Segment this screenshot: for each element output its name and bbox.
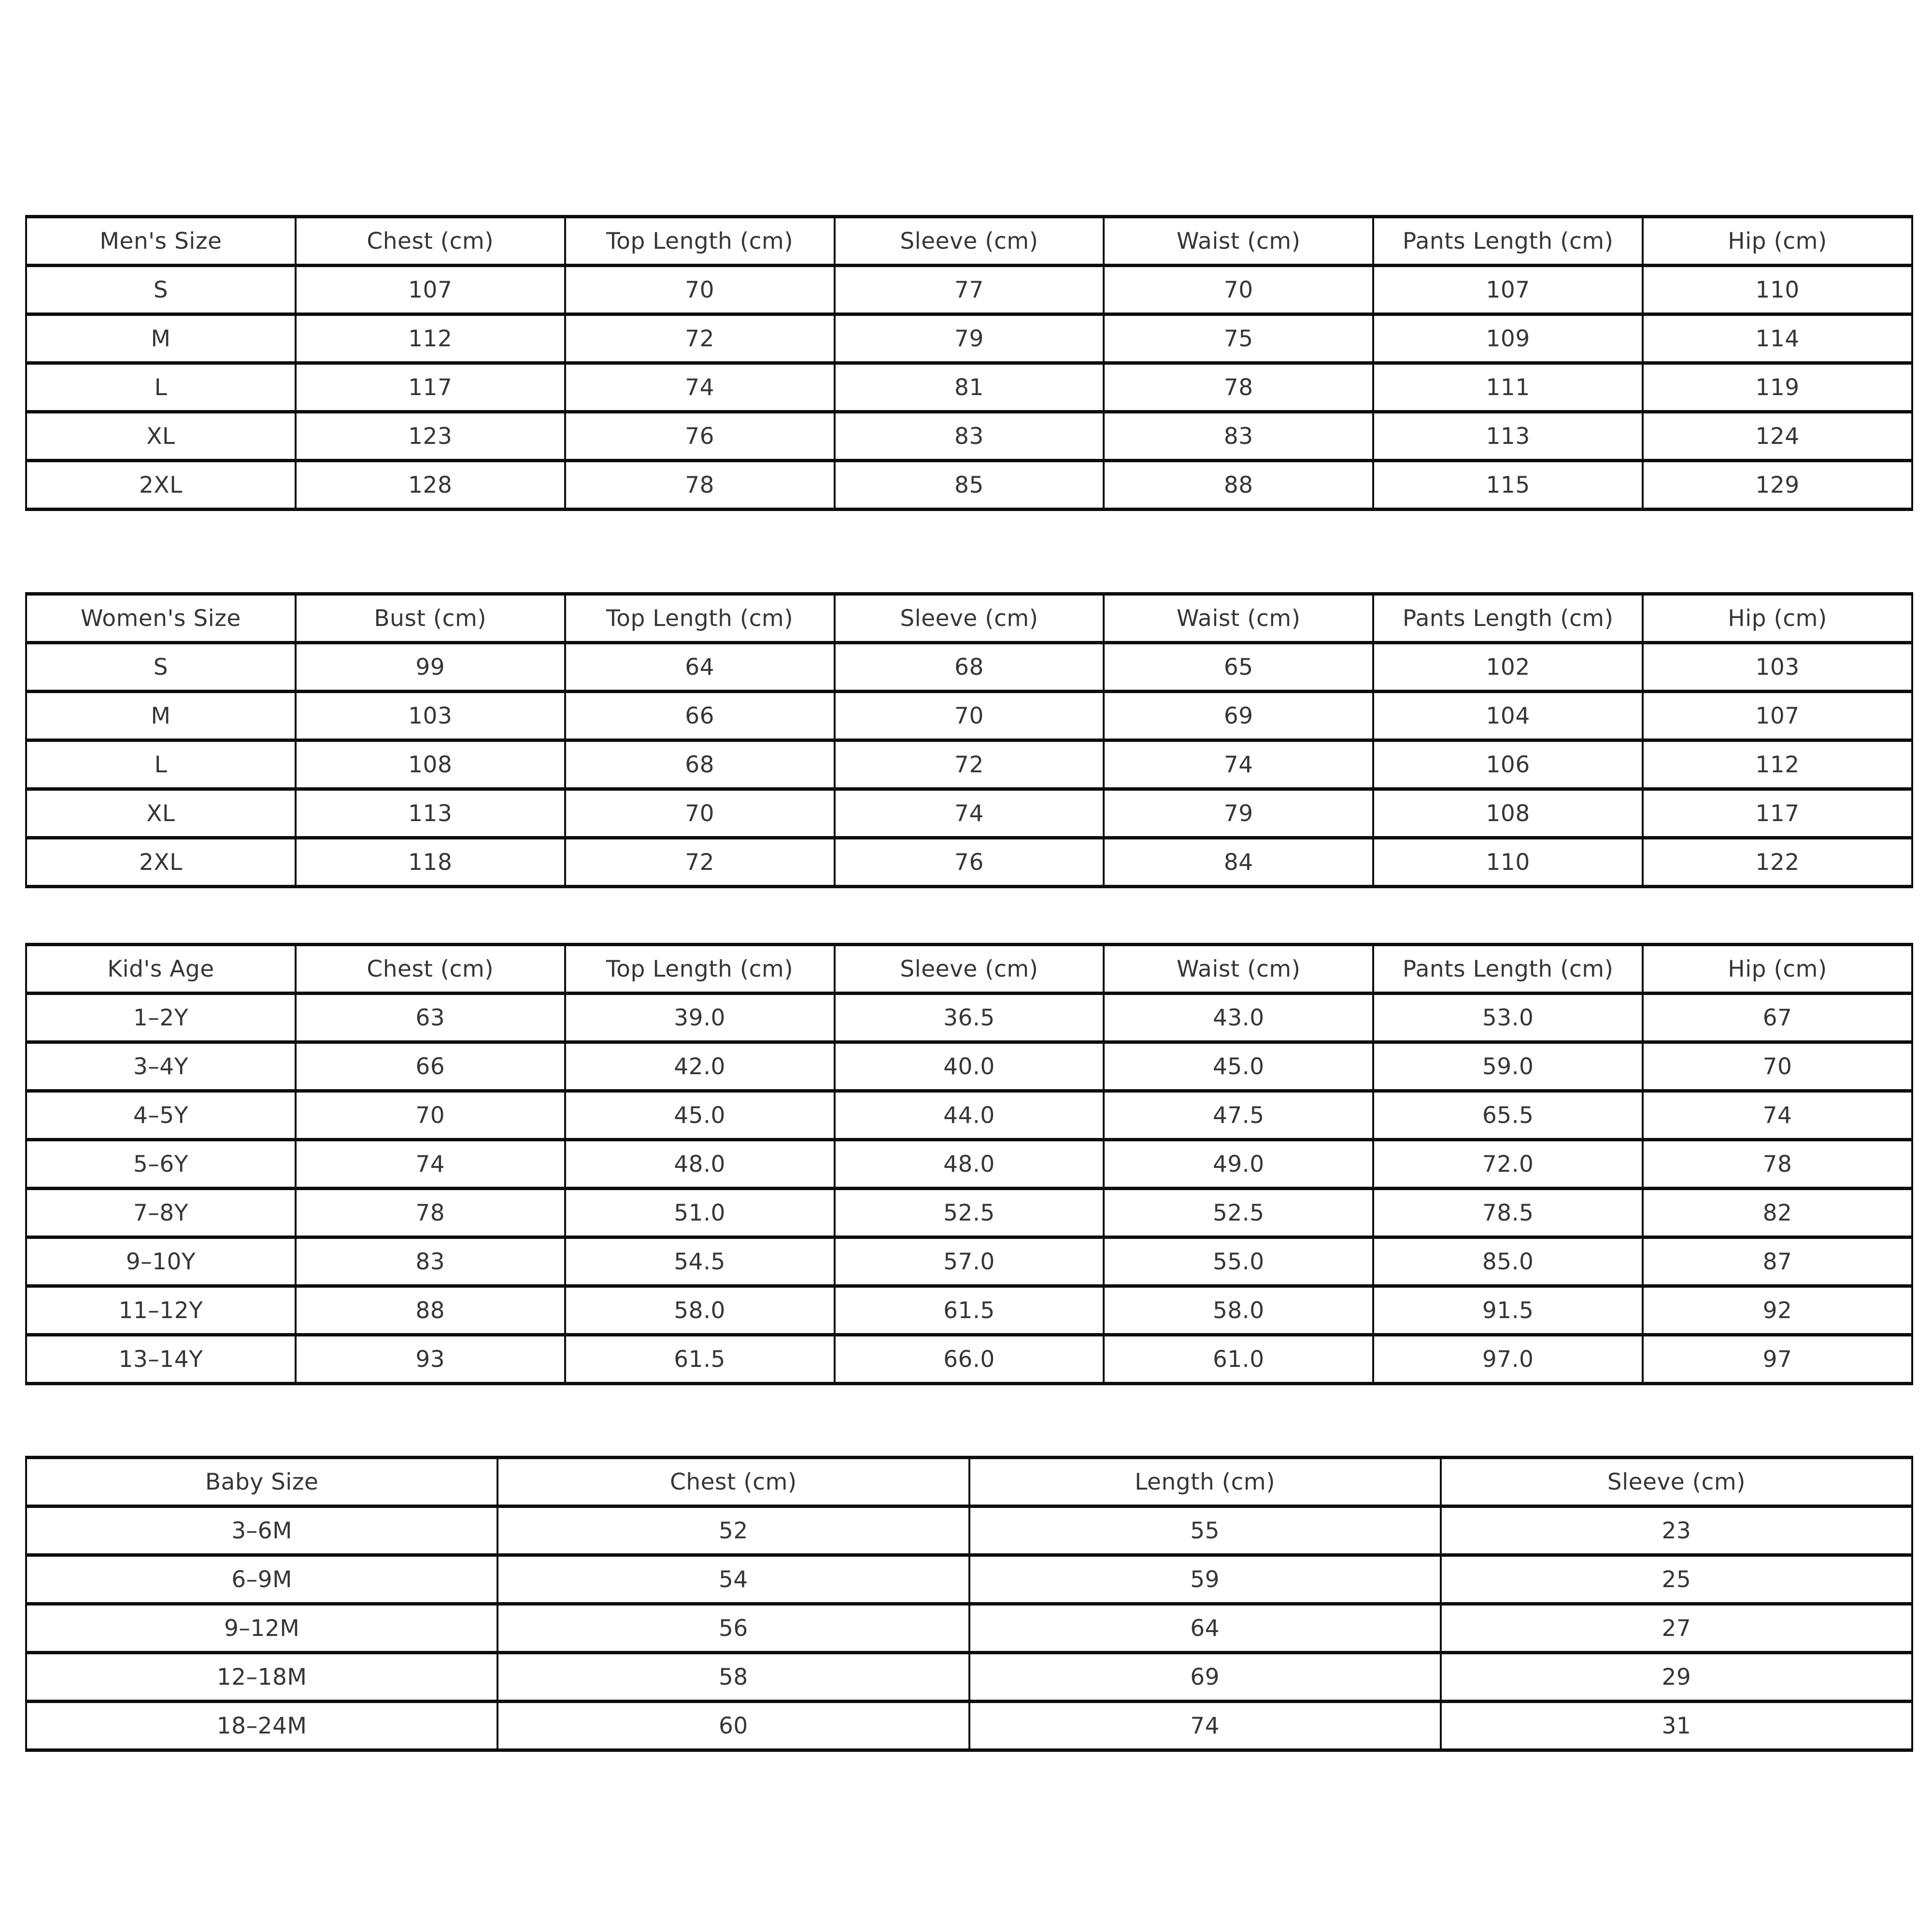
measurement-cell: 66.0 — [835, 1335, 1104, 1384]
table-row — [26, 1189, 1912, 1237]
measurement-cell: 106 — [1373, 740, 1643, 789]
measurement-cell: 74 — [296, 1140, 565, 1189]
measurement-cell: 45.0 — [1104, 1042, 1373, 1091]
measurement-cell: 99 — [296, 643, 565, 692]
measurement-cell: 76 — [835, 838, 1104, 887]
table-row — [26, 994, 1912, 1042]
size-label-cell: M — [26, 692, 296, 740]
column-header: Kid's Age — [26, 945, 296, 994]
measurement-cell: 49.0 — [1104, 1140, 1373, 1189]
measurement-cell: 104 — [1373, 692, 1643, 740]
measurement-cell: 69 — [969, 1653, 1441, 1702]
measurement-cell: 77 — [835, 266, 1104, 314]
measurement-cell: 68 — [835, 643, 1104, 692]
measurement-cell: 103 — [296, 692, 565, 740]
column-header: Sleeve (cm) — [835, 945, 1104, 994]
size-label-cell: 13–14Y — [26, 1335, 296, 1384]
measurement-cell: 61.5 — [835, 1286, 1104, 1335]
measurement-cell: 29 — [1441, 1653, 1912, 1702]
size-label-cell: M — [26, 314, 296, 363]
measurement-cell: 83 — [835, 412, 1104, 461]
size-label-cell: 3–4Y — [26, 1042, 296, 1091]
measurement-cell: 78 — [565, 461, 835, 510]
measurement-cell: 117 — [296, 363, 565, 412]
measurement-cell: 74 — [969, 1702, 1441, 1750]
measurement-cell: 83 — [296, 1237, 565, 1286]
table-row — [26, 266, 1912, 314]
measurement-cell: 93 — [296, 1335, 565, 1384]
table-row — [26, 461, 1912, 510]
size-label-cell: 6–9M — [26, 1555, 497, 1604]
measurement-cell: 118 — [296, 838, 565, 887]
table-row — [26, 1237, 1912, 1286]
measurement-cell: 85.0 — [1373, 1237, 1643, 1286]
measurement-cell: 113 — [296, 789, 565, 838]
measurement-cell: 108 — [1373, 789, 1643, 838]
kids-size-chart — [25, 943, 1913, 1385]
table-row — [26, 412, 1912, 461]
measurement-cell: 110 — [1373, 838, 1643, 887]
measurement-cell: 58.0 — [565, 1286, 835, 1335]
table-row — [26, 1091, 1912, 1140]
mens-size-chart-table — [25, 215, 1913, 511]
measurement-cell: 75 — [1104, 314, 1373, 363]
measurement-cell: 108 — [296, 740, 565, 789]
measurement-cell: 112 — [1643, 740, 1912, 789]
measurement-cell: 63 — [296, 994, 565, 1042]
measurement-cell: 79 — [835, 314, 1104, 363]
table-row — [26, 1555, 1912, 1604]
womens-size-chart-table — [25, 592, 1913, 888]
column-header: Chest (cm) — [497, 1458, 969, 1506]
measurement-cell: 78 — [1643, 1140, 1912, 1189]
table-row — [26, 1653, 1912, 1702]
measurement-cell: 87 — [1643, 1237, 1912, 1286]
size-label-cell: 2XL — [26, 461, 296, 510]
size-label-cell: 4–5Y — [26, 1091, 296, 1140]
measurement-cell: 68 — [565, 740, 835, 789]
table-row — [26, 838, 1912, 887]
table-row — [26, 363, 1912, 412]
header-row — [26, 217, 1912, 266]
measurement-cell: 70 — [565, 789, 835, 838]
measurement-cell: 115 — [1373, 461, 1643, 510]
measurement-cell: 124 — [1643, 412, 1912, 461]
column-header: Chest (cm) — [296, 945, 565, 994]
column-header: Waist (cm) — [1104, 945, 1373, 994]
measurement-cell: 114 — [1643, 314, 1912, 363]
measurement-cell: 102 — [1373, 643, 1643, 692]
measurement-cell: 61.5 — [565, 1335, 835, 1384]
measurement-cell: 107 — [1643, 692, 1912, 740]
column-header: Baby Size — [26, 1458, 497, 1506]
column-header: Pants Length (cm) — [1373, 594, 1643, 643]
size-label-cell: 1–2Y — [26, 994, 296, 1042]
measurement-cell: 58.0 — [1104, 1286, 1373, 1335]
measurement-cell: 79 — [1104, 789, 1373, 838]
measurement-cell: 92 — [1643, 1286, 1912, 1335]
measurement-cell: 64 — [565, 643, 835, 692]
column-header: Chest (cm) — [296, 217, 565, 266]
measurement-cell: 72.0 — [1373, 1140, 1643, 1189]
measurement-cell: 78.5 — [1373, 1189, 1643, 1237]
header-row — [26, 594, 1912, 643]
measurement-cell: 61.0 — [1104, 1335, 1373, 1384]
measurement-cell: 109 — [1373, 314, 1643, 363]
column-header: Waist (cm) — [1104, 594, 1373, 643]
header-row — [26, 945, 1912, 994]
column-header: Top Length (cm) — [565, 594, 835, 643]
size-label-cell: S — [26, 643, 296, 692]
measurement-cell: 74 — [1104, 740, 1373, 789]
measurement-cell: 107 — [296, 266, 565, 314]
measurement-cell: 66 — [296, 1042, 565, 1091]
table-row — [26, 1042, 1912, 1091]
measurement-cell: 84 — [1104, 838, 1373, 887]
measurement-cell: 82 — [1643, 1189, 1912, 1237]
measurement-cell: 64 — [969, 1604, 1441, 1653]
measurement-cell: 85 — [835, 461, 1104, 510]
size-label-cell: XL — [26, 789, 296, 838]
measurement-cell: 72 — [835, 740, 1104, 789]
measurement-cell: 70 — [565, 266, 835, 314]
measurement-cell: 103 — [1643, 643, 1912, 692]
measurement-cell: 52 — [497, 1506, 969, 1555]
measurement-cell: 88 — [296, 1286, 565, 1335]
measurement-cell: 110 — [1643, 266, 1912, 314]
measurement-cell: 129 — [1643, 461, 1912, 510]
size-label-cell: S — [26, 266, 296, 314]
measurement-cell: 107 — [1373, 266, 1643, 314]
measurement-cell: 74 — [565, 363, 835, 412]
header-row — [26, 1458, 1912, 1506]
column-header: Sleeve (cm) — [1441, 1458, 1912, 1506]
measurement-cell: 57.0 — [835, 1237, 1104, 1286]
size-label-cell: L — [26, 363, 296, 412]
measurement-cell: 74 — [835, 789, 1104, 838]
size-label-cell: 11–12Y — [26, 1286, 296, 1335]
size-label-cell: 18–24M — [26, 1702, 497, 1750]
measurement-cell: 65 — [1104, 643, 1373, 692]
column-header: Length (cm) — [969, 1458, 1441, 1506]
measurement-cell: 111 — [1373, 363, 1643, 412]
measurement-cell: 27 — [1441, 1604, 1912, 1653]
table-row — [26, 740, 1912, 789]
measurement-cell: 55 — [969, 1506, 1441, 1555]
measurement-cell: 70 — [1104, 266, 1373, 314]
measurement-cell: 42.0 — [565, 1042, 835, 1091]
table-row — [26, 1140, 1912, 1189]
table-row — [26, 1286, 1912, 1335]
table-row — [26, 692, 1912, 740]
measurement-cell: 43.0 — [1104, 994, 1373, 1042]
column-header: Men's Size — [26, 217, 296, 266]
measurement-cell: 39.0 — [565, 994, 835, 1042]
size-label-cell: 7–8Y — [26, 1189, 296, 1237]
measurement-cell: 119 — [1643, 363, 1912, 412]
measurement-cell: 117 — [1643, 789, 1912, 838]
measurement-cell: 54 — [497, 1555, 969, 1604]
measurement-cell: 47.5 — [1104, 1091, 1373, 1140]
column-header: Hip (cm) — [1643, 217, 1912, 266]
measurement-cell: 52.5 — [835, 1189, 1104, 1237]
measurement-cell: 55.0 — [1104, 1237, 1373, 1286]
column-header: Hip (cm) — [1643, 945, 1912, 994]
measurement-cell: 58 — [497, 1653, 969, 1702]
size-label-cell: 5–6Y — [26, 1140, 296, 1189]
measurement-cell: 70 — [835, 692, 1104, 740]
column-header: Pants Length (cm) — [1373, 945, 1643, 994]
measurement-cell: 70 — [1643, 1042, 1912, 1091]
column-header: Sleeve (cm) — [835, 594, 1104, 643]
size-label-cell: 9–12M — [26, 1604, 497, 1653]
table-row — [26, 314, 1912, 363]
measurement-cell: 70 — [296, 1091, 565, 1140]
measurement-cell: 122 — [1643, 838, 1912, 887]
measurement-cell: 48.0 — [565, 1140, 835, 1189]
measurement-cell: 78 — [1104, 363, 1373, 412]
measurement-cell: 60 — [497, 1702, 969, 1750]
measurement-cell: 97 — [1643, 1335, 1912, 1384]
baby-size-chart-table — [25, 1456, 1913, 1752]
size-label-cell: 12–18M — [26, 1653, 497, 1702]
mens-size-chart — [25, 215, 1913, 511]
measurement-cell: 51.0 — [565, 1189, 835, 1237]
measurement-cell: 69 — [1104, 692, 1373, 740]
measurement-cell: 56 — [497, 1604, 969, 1653]
column-header: Sleeve (cm) — [835, 217, 1104, 266]
table-row — [26, 1506, 1912, 1555]
size-label-cell: 3–6M — [26, 1506, 497, 1555]
column-header: Hip (cm) — [1643, 594, 1912, 643]
measurement-cell: 83 — [1104, 412, 1373, 461]
size-label-cell: XL — [26, 412, 296, 461]
measurement-cell: 53.0 — [1373, 994, 1643, 1042]
column-header: Bust (cm) — [296, 594, 565, 643]
table-row — [26, 789, 1912, 838]
measurement-cell: 25 — [1441, 1555, 1912, 1604]
measurement-cell: 78 — [296, 1189, 565, 1237]
size-label-cell: 2XL — [26, 838, 296, 887]
kids-size-chart-table — [25, 943, 1913, 1385]
measurement-cell: 23 — [1441, 1506, 1912, 1555]
measurement-cell: 65.5 — [1373, 1091, 1643, 1140]
measurement-cell: 59 — [969, 1555, 1441, 1604]
measurement-cell: 88 — [1104, 461, 1373, 510]
column-header: Top Length (cm) — [565, 217, 835, 266]
measurement-cell: 76 — [565, 412, 835, 461]
table-row — [26, 643, 1912, 692]
measurement-cell: 59.0 — [1373, 1042, 1643, 1091]
measurement-cell: 48.0 — [835, 1140, 1104, 1189]
measurement-cell: 44.0 — [835, 1091, 1104, 1140]
measurement-cell: 52.5 — [1104, 1189, 1373, 1237]
table-row — [26, 1335, 1912, 1384]
measurement-cell: 31 — [1441, 1702, 1912, 1750]
measurement-cell: 45.0 — [565, 1091, 835, 1140]
measurement-cell: 113 — [1373, 412, 1643, 461]
column-header: Waist (cm) — [1104, 217, 1373, 266]
column-header: Women's Size — [26, 594, 296, 643]
table-row — [26, 1604, 1912, 1653]
measurement-cell: 81 — [835, 363, 1104, 412]
measurement-cell: 112 — [296, 314, 565, 363]
measurement-cell: 128 — [296, 461, 565, 510]
table-row — [26, 1702, 1912, 1750]
measurement-cell: 36.5 — [835, 994, 1104, 1042]
measurement-cell: 40.0 — [835, 1042, 1104, 1091]
size-label-cell: 9–10Y — [26, 1237, 296, 1286]
measurement-cell: 67 — [1643, 994, 1912, 1042]
column-header: Top Length (cm) — [565, 945, 835, 994]
baby-size-chart — [25, 1456, 1913, 1752]
womens-size-chart — [25, 592, 1913, 888]
measurement-cell: 123 — [296, 412, 565, 461]
measurement-cell: 74 — [1643, 1091, 1912, 1140]
measurement-cell: 72 — [565, 838, 835, 887]
measurement-cell: 72 — [565, 314, 835, 363]
measurement-cell: 97.0 — [1373, 1335, 1643, 1384]
measurement-cell: 66 — [565, 692, 835, 740]
measurement-cell: 54.5 — [565, 1237, 835, 1286]
size-label-cell: L — [26, 740, 296, 789]
column-header: Pants Length (cm) — [1373, 217, 1643, 266]
measurement-cell: 91.5 — [1373, 1286, 1643, 1335]
